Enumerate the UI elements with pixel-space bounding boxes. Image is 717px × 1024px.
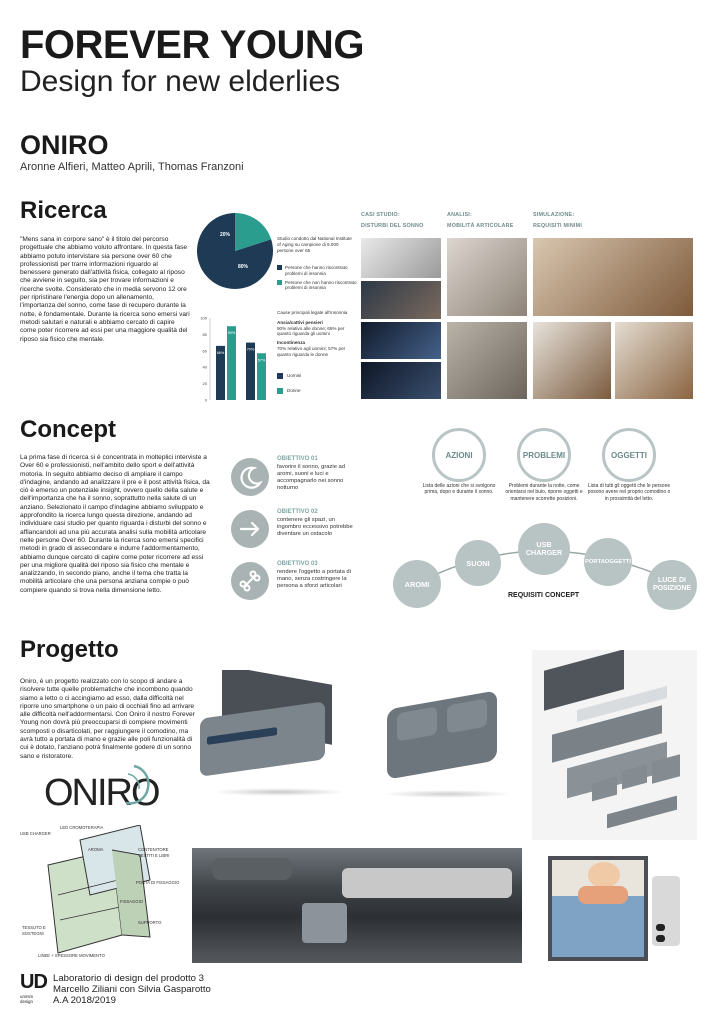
y-tick-label: 60 <box>202 348 207 354</box>
render-product-closed <box>362 680 522 810</box>
footer-line: Marcello Ziliani con Silvia Gasparotto <box>53 984 211 996</box>
bar-notes <box>277 310 357 358</box>
bone-icon <box>231 562 269 600</box>
objective-text: rendere l'oggetto a portata di mano, senza costringere la persona a sforzi articolari <box>277 569 351 589</box>
req-portaoggetti: PORTAOGGETTI <box>584 538 632 586</box>
y-tick-label: 100 <box>200 315 207 321</box>
sketch-label: AROMA <box>88 847 104 852</box>
bar-legend-item <box>277 388 337 394</box>
objective-title: OBIETTIVO 02 <box>277 509 318 515</box>
ricerca-text: "Mens sana in corpore sano" è il titolo del percorso progettuale che abbiamo voluto affrontare. In questa fase abbiamo potuto intervistare sia persone over 60 che professionisti per trarre informazioni riguardo al benessere generato dall'attività fisica, collegato al riposo che avviene in seguito, sia per trovare informazioni e ricerche svolte. Considerato che in media servono 12 ore per ripristinare l'energia dopo un allenamento, l'importanza del sonno, come fase di recupero durante la notte, è fondamentale. Durante la ricerca sono emersi vari metodi salutari e naturali e abbiamo cercato di capire come poter ricorrere ad essi per una maggiore qualità del riposo sia fisico che mentale. <box>20 236 190 343</box>
sketch-label: TESSUTO E SOSTEGNI <box>22 925 46 937</box>
req-suoni: SUONI <box>455 540 501 586</box>
render-product-open <box>192 670 352 810</box>
photo-shoulder-pain <box>447 238 527 316</box>
objective-title: OBIETTIVO 03 <box>277 561 318 567</box>
pie-label-small: 20% <box>220 232 231 238</box>
col-header-casi-studio <box>361 212 424 230</box>
progetto-text: Oniro, è un progetto realizzato con lo scopo di andare a risolvere tutte quelle problematiche che incombono quando siamo a letto o ci accingiamo ad esso, dalla difficoltà nel riporre uno smartphone o un paio di occhiali fino ad arrivare alle difficoltà nell'addormentarsi. Con Oniro il nostro Forever Young non dovrà più preoccuparsi di compiere movimenti scomposti o disarticolati, per raggiungere il comodino, ma avrà tutto a portata di mano e grazie alle poli funzionalità di cui è dotato, l'anziano potrà finalmente godere di un sonno sano e ristoratore. <box>20 678 195 760</box>
legend-swatch <box>277 265 282 270</box>
bar <box>227 326 236 400</box>
legend-swatch <box>277 388 283 394</box>
sketch-label: FISSAGGIO <box>120 899 144 904</box>
bar-notes-item1-title: Ansia/cattivi pensieri <box>277 319 323 325</box>
col-header-analisi <box>447 212 513 230</box>
concept-text: La prima fase di ricerca si è concentrata in molteplici interviste a Over 60 e professionisti, nell'ambito dello sport e dell'attività motoria. In seguito abbiamo deciso di ampliare il campo d'indagine, andando ad analizzare il pre e il post attività fisica, da ciò è emerso un potenziale insight, ovvero quello della salute e dell'importanza che ha il sonno, soprattutto nella salute di un anziano. Selezionato il campo d'indagine abbiamo sviluppato e approfondito la ricerca lungo questa direzione, andando ad individuare casi studio per quanto riguarda i disturbi del sonno e affiancandoli ad una più accurata analisi sulla mobilità articolare nelle persone Over 60. Durante la ricerca sono emersi specifici metodi in grado di assecondare e indurre l'addormentamento, abbiamo dunque cercato di capire come poter ricorrere ad essi per una migliore qualità del riposo sia fisico che mentale e analizzando, in secondo piano, anche il tema che tratta la mobilità articolare che una persona anziana compie o può compiere quando si trova nella dimensione letto. <box>20 454 210 594</box>
ring-oggetti: OGGETTI <box>602 428 656 482</box>
objective-text: contenere gli spazi, un ingombro eccessivo potrebbe diventare un ostacolo <box>277 517 353 537</box>
pie-label-large: 80% <box>238 264 249 270</box>
photo-sleep-device <box>361 281 441 319</box>
ricerca-heading: Ricerca <box>20 197 107 224</box>
col-header-line1: ANALISI: <box>447 212 472 218</box>
concept-heading: Concept <box>20 416 116 443</box>
bar-value-label: 57% <box>257 358 266 363</box>
bar-value-label: 90% <box>227 331 236 336</box>
bar-value-label: 66% <box>216 350 225 355</box>
ring-azioni: AZIONI <box>432 428 486 482</box>
ring-azioni-text: Lista delle azioni che si svolgono prima, dopo e durante il sonno. <box>422 483 496 496</box>
bar-legend <box>277 373 337 394</box>
progetto-heading: Progetto <box>20 636 119 663</box>
project-authors: Aronne Alfieri, Matteo Aprili, Thomas Franzoni <box>20 161 244 173</box>
legend-text: Persone che hanno riscontrato problemi di insonnia <box>285 265 348 276</box>
photo-simulation-arm2 <box>615 322 693 399</box>
footer-credits <box>53 973 211 1007</box>
objective-title: OBIETTIVO 01 <box>277 456 318 462</box>
req-luce-di-posizione: LUCE DI POSIZIONE <box>647 560 697 610</box>
col-header-line1: CASI STUDIO: <box>361 212 400 218</box>
arrow-right-icon <box>231 510 269 548</box>
bar-notes-item2-text: 70% relativo agli uomini; 57% per quanto riguarda le donne <box>277 345 346 357</box>
y-tick-label: 0 <box>204 397 207 403</box>
product-sketch <box>20 825 182 970</box>
insomnia-bar-chart <box>198 312 278 408</box>
ring-problemi: PROBLEMI <box>517 428 571 482</box>
col-header-line2: DISTURBI DEL SONNO <box>361 223 424 229</box>
render-product-exploded <box>532 650 697 840</box>
bar-notes-title: Cause principali legate all'insonnia <box>277 310 348 315</box>
photo-sleep-headband <box>361 238 441 278</box>
legend-text: Donne <box>287 388 301 394</box>
sketch-label: CONTENITORE VESTITI E LIBRI <box>138 847 170 859</box>
pie-legend <box>277 265 357 291</box>
oniro-logo: ONIRO <box>44 772 159 814</box>
photo-simulation-reach <box>533 238 693 316</box>
ring-problemi-text: Problemi durante la notte, come orientarsi nel buio, riporre oggetti e mantenere scorrette posizioni. <box>505 483 583 502</box>
bar-legend-item <box>277 373 337 379</box>
sketch-label: SUPPORTO <box>138 920 162 925</box>
col-header-simulazione <box>533 212 582 230</box>
bar-value-label: 70% <box>246 347 255 352</box>
col-header-line1: SIMULAZIONE: <box>533 212 575 218</box>
y-tick-label: 40 <box>202 364 207 370</box>
req-aromi: AROMI <box>393 560 441 608</box>
y-tick-label: 20 <box>202 381 207 387</box>
moon-icon <box>231 458 269 496</box>
insomnia-pie-chart <box>196 212 274 290</box>
legend-text: Persone che non hanno riscontrato problemi di insonnia <box>285 279 357 291</box>
poster-subtitle: Design for new elderlies <box>20 65 341 98</box>
bar-notes-item2-title: Incontinenza <box>277 340 306 346</box>
objective-text: favorire il sonno, grazie ad aromi, suoni e luci e accompagnarlo nei sonno notturno <box>277 464 345 491</box>
y-tick-label: 80 <box>202 331 207 337</box>
oniro-logo-crescent <box>120 764 154 814</box>
col-header-line2: REQUISITI MINIMI <box>533 223 583 229</box>
ring-oggetti-text: Lista di tutti gli oggetti che le persone posono avere nel proprio comodino o in prossimità del letto. <box>587 483 671 502</box>
sketch-label: LED CROMOTERAPIA <box>60 825 104 830</box>
university-name: unirsm design <box>20 994 34 1004</box>
pie-legend-item <box>277 280 357 292</box>
legend-swatch <box>277 280 282 285</box>
legend-swatch <box>277 373 283 379</box>
poster-title: FOREVER YOUNG <box>20 23 364 67</box>
photo-sleep-mask <box>361 322 441 359</box>
pie-legend-item <box>277 265 357 277</box>
req-usb-charger: USB CHARGER <box>518 523 570 575</box>
col-header-line2: MOBILITÀ ARTICOLARE <box>447 223 514 229</box>
footer-line: A.A 2018/2019 <box>53 995 116 1007</box>
photo-night-light <box>361 362 441 399</box>
requirements-label: REQUISITI CONCEPT <box>508 592 580 599</box>
photo-simulation-arm1 <box>533 322 611 399</box>
legend-text: Uomini <box>287 373 302 379</box>
sketch-label: PORTA DI FISSAGGIO <box>136 880 180 885</box>
sketch-label: LINEE + SPESSORE MOVIMENTO <box>38 953 105 958</box>
project-name: ONIRO <box>20 130 109 160</box>
bar-notes-item1-text: 90% relativo alle donne; 66% per quanto riguarda gli uomini <box>277 325 345 337</box>
sketch-label: USB CHARGER <box>20 831 51 836</box>
illustration-user-in-bed <box>548 856 680 961</box>
university-logo: UD <box>20 971 47 993</box>
footer-line: Laboratorio di design del prodotto 3 <box>53 973 204 984</box>
pie-caption: Studio condotto dal National Institute of Aging su campione di 9.000 persone over 65 <box>277 236 352 253</box>
photo-bed-with-oniro <box>192 848 522 963</box>
photo-mobility-therapy <box>447 322 527 399</box>
